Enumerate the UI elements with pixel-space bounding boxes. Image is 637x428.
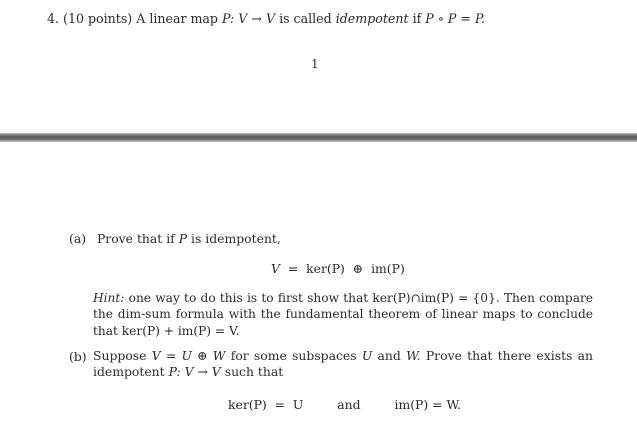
problem-condition: P ∘ P = P. [425, 11, 485, 26]
problem-number: 4. [47, 11, 60, 26]
page-divider [0, 133, 637, 142]
problem-points: (10 points) [63, 11, 133, 26]
eq-a-oplus: ⊕ [352, 261, 364, 276]
part-a-hint [93, 290, 593, 339]
problem-map: P: V → V [222, 11, 276, 26]
page-bottom [0, 142, 637, 428]
part-a-equation [271, 261, 405, 276]
hint-text: one way to do this is to first show that ker(P)∩im(P) = {0}. Then compare the dim-sum formula with the fundamental theorem of linear maps to conclude that ker(P) + im(P) = V. [93, 291, 594, 338]
part-b [69, 348, 593, 380]
eq-a-lhs: V [271, 261, 280, 276]
part-b-w: W. [406, 348, 421, 363]
page-top [0, 0, 637, 133]
part-b-decomp: V = U ⊕ W [151, 348, 226, 363]
eq-a-equals: = [287, 261, 299, 276]
part-a-label: (a) [69, 231, 87, 246]
part-b-text2: for some subspaces [230, 348, 357, 363]
part-a-prompt [69, 230, 281, 247]
part-b-and: and [377, 348, 401, 363]
part-b-body [93, 348, 593, 381]
problem-text-before: A linear map [136, 11, 218, 26]
part-a-p: P [178, 231, 188, 246]
part-b-map: P: V → V [168, 364, 221, 380]
part-b-text3: Prove that there exists an idempotent [93, 348, 593, 380]
problem-term: idempotent [335, 11, 409, 26]
hint-label: Hint: [93, 291, 125, 305]
part-a-prompt-end: is idempotent, [191, 231, 281, 246]
page-number: 1 [311, 57, 319, 71]
part-b-text1: Suppose [93, 348, 147, 363]
eq-a-im: im(P) [371, 261, 405, 276]
eq-b-left: ker(P) = U [228, 397, 304, 412]
problem-statement [47, 11, 485, 27]
eq-b-and: and [337, 397, 361, 412]
part-a-prompt-text: Prove that if [96, 231, 175, 246]
eq-a-ker: ker(P) [306, 261, 345, 276]
part-b-text4: such that [224, 364, 284, 380]
problem-text-middle: is called [279, 11, 332, 26]
part-b-u: U [361, 348, 373, 363]
part-b-equation [228, 397, 461, 412]
part-b-label: (b) [69, 349, 87, 364]
eq-b-right: im(P) = W. [394, 397, 461, 412]
problem-text-if: if [412, 11, 422, 26]
